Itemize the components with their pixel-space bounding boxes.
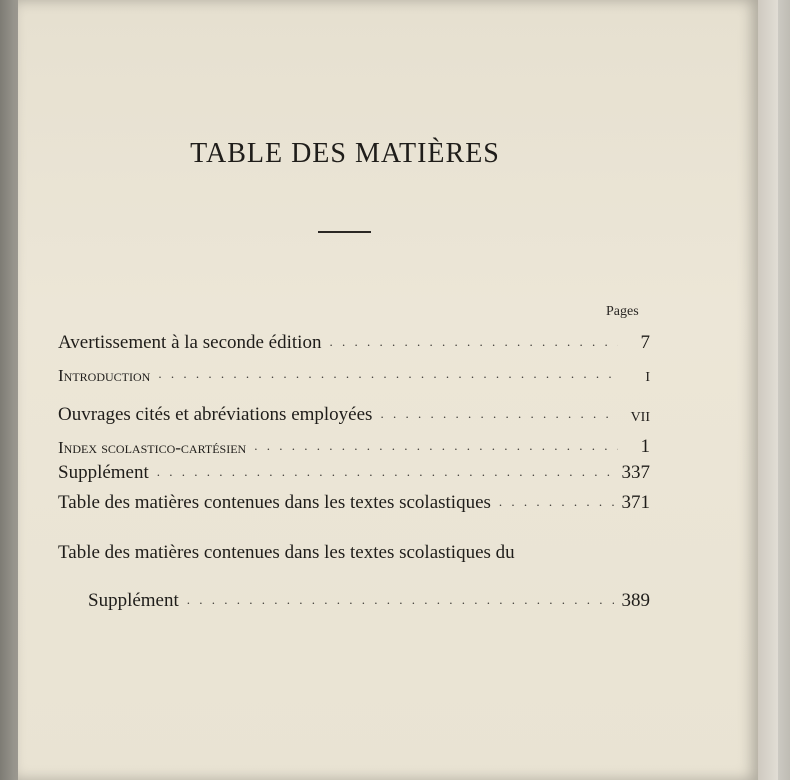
toc-entry [58, 326, 650, 354]
toc-entry [58, 486, 650, 514]
toc-entry-page: 337 [621, 462, 650, 483]
book-page [18, 0, 758, 780]
toc-entry-label: Ouvrages cités et abréviations employées [58, 404, 373, 425]
toc-entry-page: 371 [621, 492, 650, 513]
leader-dots [499, 494, 614, 510]
toc-entry [58, 430, 650, 458]
toc-entry-page: 7 [640, 332, 650, 353]
leader-dots [254, 438, 618, 454]
toc-entry [88, 584, 650, 612]
toc-entry-page: VII [630, 410, 650, 425]
page-edge [758, 0, 778, 780]
pages-column-header: Pages [606, 304, 639, 319]
toc-entry-label: Index scolastico-cartésien [58, 438, 247, 457]
toc-entry [58, 358, 650, 386]
toc-entry-label-line2: Supplément [88, 590, 179, 611]
toc-entry-label: Table des matières contenues dans les textes scolastiques [58, 492, 491, 513]
leader-dots [380, 406, 618, 422]
toc-entry [58, 456, 650, 484]
leader-dots [329, 334, 618, 350]
toc-entry-label: Supplément [58, 462, 149, 483]
leader-dots [158, 366, 618, 382]
toc-entry-label: Introduction [58, 366, 151, 385]
leader-dots [187, 592, 614, 608]
toc-entry-page: 1 [640, 436, 650, 457]
page-title: TABLE DES MATIÈRES [190, 138, 500, 169]
toc-entry-label: Avertissement à la seconde édition [58, 332, 322, 353]
leader-dots [157, 464, 614, 480]
toc-entry-page: 389 [621, 590, 650, 611]
title-rule [318, 231, 371, 233]
toc-entry-page: I [645, 370, 650, 385]
toc-entry-label-line1: Table des matières contenues dans les textes scolastiques du [58, 542, 515, 563]
toc-entry [58, 398, 650, 426]
